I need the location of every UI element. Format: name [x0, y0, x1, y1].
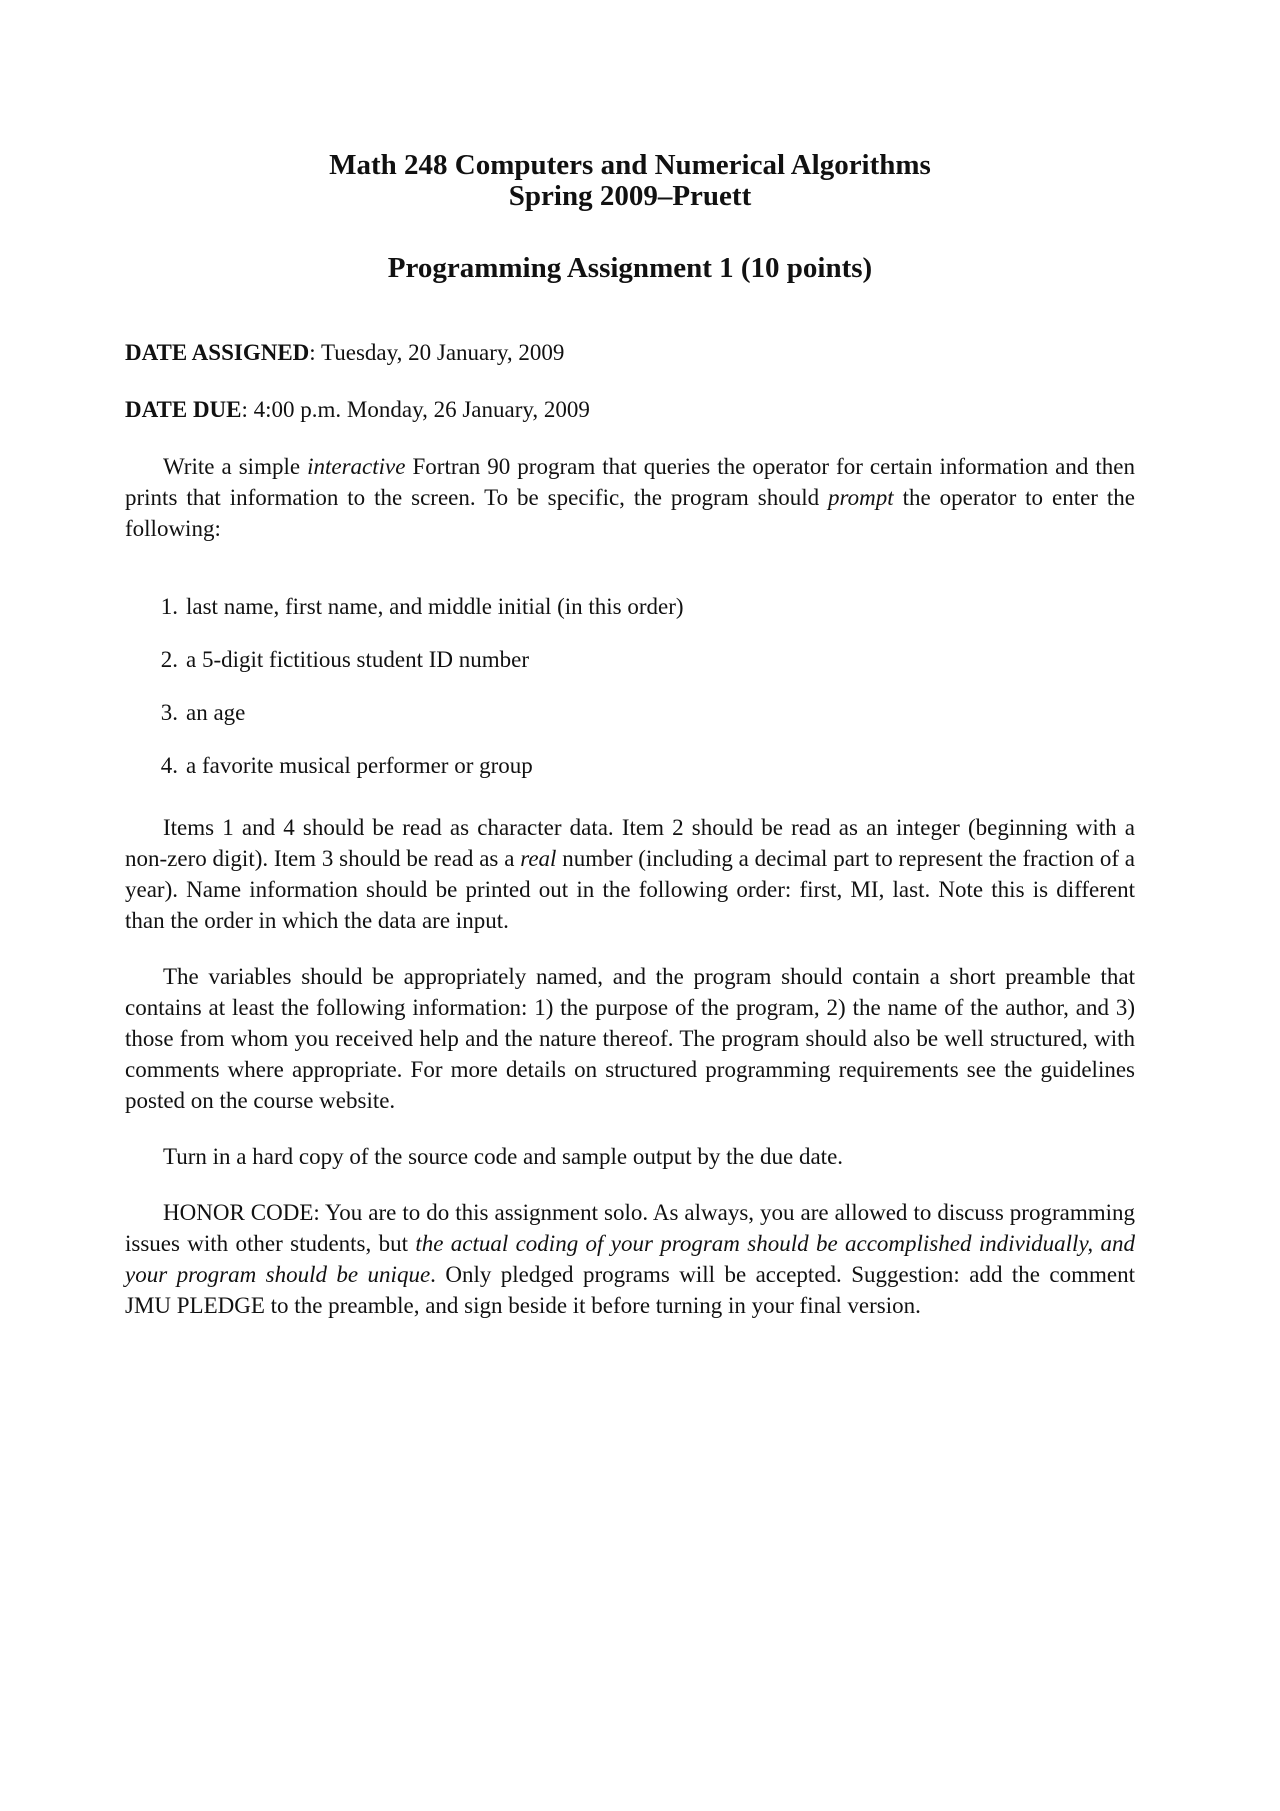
list-item: 4. a favorite musical performer or group [160, 753, 533, 778]
date-assigned-label: DATE ASSIGNED [125, 340, 310, 365]
list-item: 1. last name, first name, and middle initial (in this order) [160, 594, 684, 619]
date-assigned-value: : Tuesday, 20 January, 2009 [309, 340, 565, 365]
variables-paragraph: The variables should be appropriately named, and the program should contain a short preamble that contains at least the following information: 1) the purpose of the program, 2) the name of the author, and 3) those from whom you received help and the nature thereof. The program should also be well structured, with comments where appropriate. For more details on structured programming requirements see the guidelines posted on the course website. [125, 964, 1135, 1113]
date-due-label: DATE DUE [125, 397, 242, 422]
list-item: 2. a 5-digit fictitious student ID number [160, 647, 530, 672]
document-page [125, 150, 1135, 1321]
input-items-list [125, 592, 1135, 780]
document-header [125, 150, 1135, 212]
intro-paragraph: Write a simple interactive Fortran 90 program that queries the operator for certain information and then prints that information to the screen. To be specific, the program should prompt the operator to enter the following: [125, 454, 1135, 541]
date-due-value: : 4:00 p.m. Monday, 26 January, 2009 [241, 397, 590, 422]
course-title: Math 248 Computers and Numerical Algorithms [329, 149, 931, 181]
date-due [125, 395, 1135, 424]
data-types-paragraph: Items 1 and 4 should be read as character data. Item 2 should be read as an integer (beginning with a non-zero digit). Item 3 should be read as a real number (including a decimal part to represent the fraction of a year). Name information should be printed out in the following order: first, MI, last. Note this is different than the order in which the data are input. [125, 815, 1135, 933]
emphasis-prompt: prompt [828, 485, 894, 510]
date-assigned [125, 338, 1135, 367]
term-instructor: Spring 2009–Pruett [508, 180, 752, 212]
assignment-title: Programming Assignment 1 (10 points) [387, 252, 873, 284]
turn-in-paragraph: Turn in a hard copy of the source code and sample output by the due date. [163, 1144, 844, 1169]
emphasis-honor: the actual coding of your program should be accomplished individually, and your program should be unique [125, 1231, 1135, 1287]
emphasis-interactive: interactive [307, 454, 406, 479]
emphasis-real: real [520, 846, 557, 871]
list-item: 3. an age [160, 700, 246, 725]
honor-code-paragraph: HONOR CODE: You are to do this assignment solo. As always, you are allowed to discuss programming issues with other students, but the actual coding of your program should be accomplished individually, and your program should be unique. Only pledged programs will be accepted. Suggestion: add the comment JMU PLEDGE to the preamble, and sign beside it before turning in your final version. [125, 1200, 1135, 1318]
